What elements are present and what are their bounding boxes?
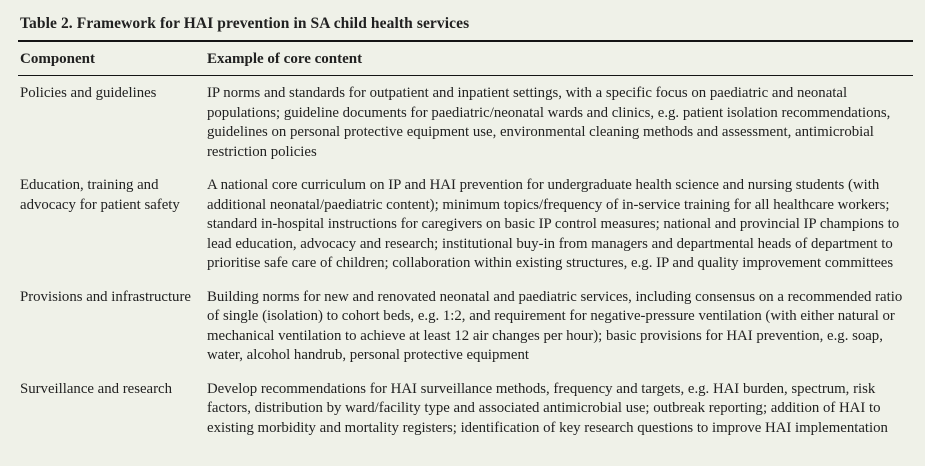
table-row — [18, 280, 913, 372]
content-cell: Building norms for new and renovated neonatal and paediatric services, including consensus on a recommended ratio of single (isolation) to cohort beds, e.g. 1:2, and requirement for negative-pressure ventilation (with either natural or mechanical ventilation to achieve at least 12 air changes per hour); basic provisions for HAI prevention, e.g. soap, water, alcohol handrub, personal protective equipment — [207, 288, 903, 363]
table-title: Table 2. Framework for HAI prevention in SA child health services — [20, 15, 470, 32]
content-cell: Develop recommendations for HAI surveillance methods, frequency and targets, e.g. HAI burden, spectrum, risk factors, distribution by ward/facility type and associated antimicrobial use; outbreak reporting; addition of HAI to existing morbidity and mortality registers; identification of key research questions to improve HAI implementation — [207, 380, 888, 436]
component-cell: Provisions and infrastructure — [20, 288, 191, 305]
table-body — [18, 76, 913, 444]
table-row — [18, 372, 913, 445]
column-header-component: Component — [20, 51, 96, 67]
table-row — [18, 76, 913, 168]
table-row — [18, 168, 913, 280]
content-cell: A national core curriculum on IP and HAI prevention for undergraduate health science and nursing students (with additional neonatal/paediatric content); minimum topics/frequency of in-service training for all healthcare workers; standard in-hospital instructions for caregivers on basic IP control measures; national and provincial IP champions to lead education, advocacy and research; institutional buy-in from managers and departmental heads of department to prioritise safe care of children; collaboration within existing structures, e.g. IP and quality improvement committees — [207, 177, 900, 271]
component-cell: Policies and guidelines — [20, 85, 157, 101]
content-cell: IP norms and standards for outpatient and inpatient settings, with a specific focus on paediatric and neonatal populations; guideline documents for paediatric/neonatal wards and clinics, e.g. patient isolation recommendations, guidelines on personal protective equipment use, environmental cleaning methods and assessment, antimicrobial restriction policies — [207, 85, 891, 160]
component-cell: Surveillance and research — [20, 380, 173, 397]
component-cell: Education, training and advocacy for patient safety — [20, 177, 180, 213]
table-header-row — [18, 42, 913, 75]
column-header-content: Example of core content — [207, 51, 363, 67]
